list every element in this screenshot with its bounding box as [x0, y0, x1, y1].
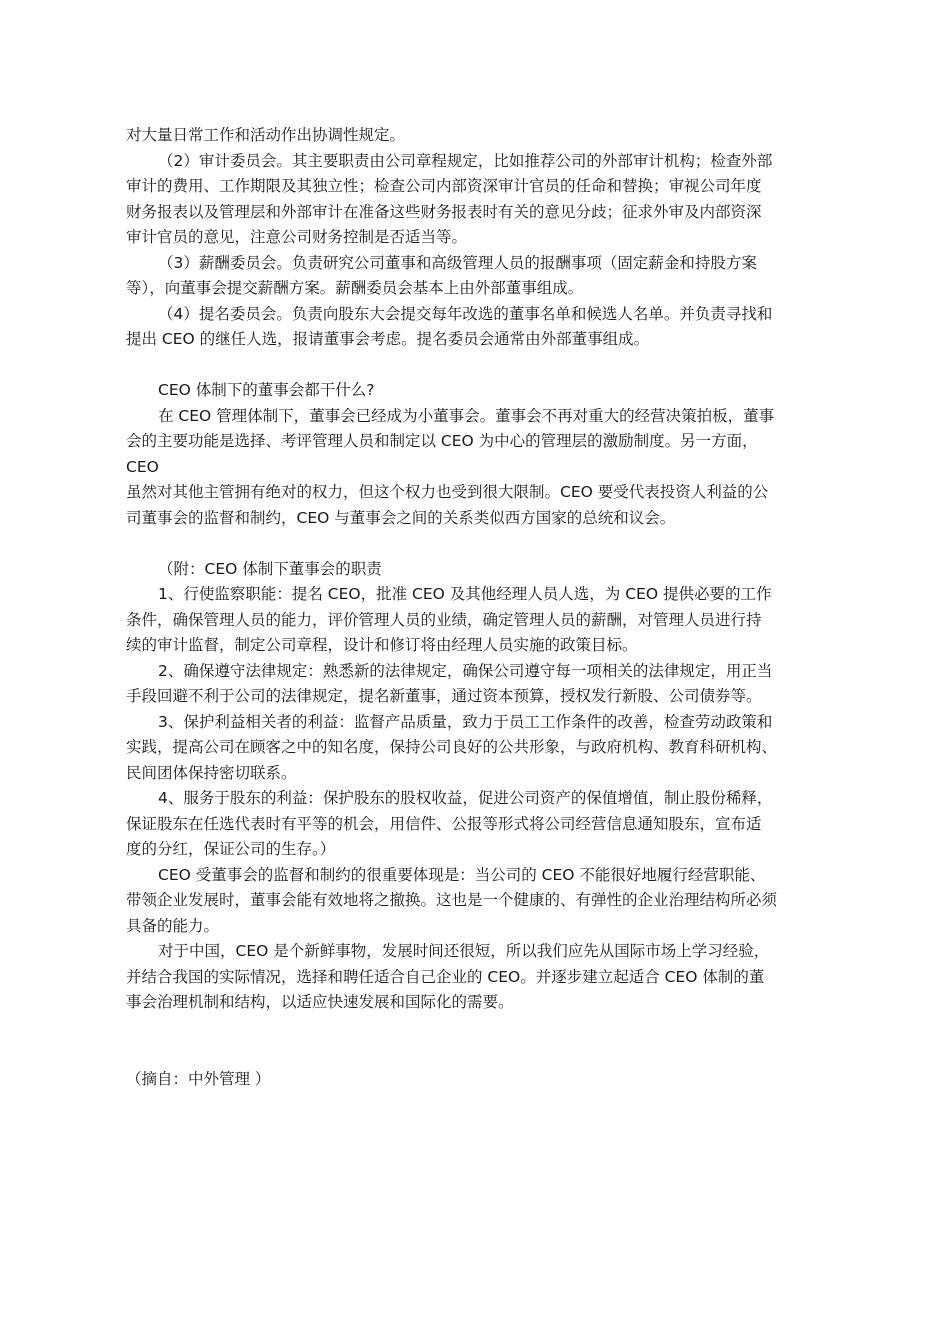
text-line: （2）审计委员会。其主要职责由公司章程规定，比如推荐公司的外部审计机构；检查外部: [158, 151, 773, 170]
text-line: 在 CEO 管理体制下，董事会已经成为小董事会。董事会不再对重大的经营决策拍板，董事: [158, 406, 775, 425]
text-line: 续的审计监督，制定公司章程，设计和修订将由经理人员实施的政策目标。: [126, 636, 638, 654]
text-line: 会的主要功能是选择、考评管理人员和制定以 CEO 为中心的管理层的激励制度。另一方面，: [126, 432, 758, 450]
text-line: 民间团体保持密切联系。: [126, 763, 297, 782]
text-line: 条件，确保管理人员的能力，评价管理人员的业绩，确定管理人员的薪酬，对管理人员进行持: [126, 610, 762, 629]
text-line: 3、保护利益相关者的利益：监督产品质量，致力于员工工作条件的改善，检查劳动政策和: [158, 712, 773, 731]
source-citation: （摘自：中外管理 ）: [126, 1069, 271, 1088]
text-line: 审计的费用、工作期限及其独立性；检查公司内部资深审计官员的任命和替换；审视公司年度: [126, 177, 762, 195]
text-line: 2、确保遵守法律规定：熟悉新的法律规定，确保公司遵守每一项相关的法律规定，用正当: [158, 661, 773, 680]
text-line: 等），向董事会提交薪酬方案。薪酬委员会基本上由外部董事组成。: [126, 279, 584, 297]
text-line: 度的分红，保证公司的生存。）: [126, 840, 336, 858]
spacer: [126, 353, 826, 379]
text-line: 财务报表以及管理层和外部审计在准备这些财务报表时有关的意见分歧；征求外审及内部资深: [126, 202, 762, 221]
text-line: 对于中国，CEO 是个新鲜事物，发展时间还很短，所以我们应先从国际市场上学习经验，: [158, 942, 770, 960]
text-line: 1、行使监察职能：提名 CEO，批准 CEO 及其他经理人员人选，为 CEO 提供必要的工作: [158, 585, 772, 603]
document-body: [126, 123, 826, 1092]
text-line: 提出 CEO 的继任人选，报请董事会考虑。提名委员会通常由外部董事组成。: [126, 330, 650, 348]
text-line: 审计官员的意见，注意公司财务控制是否适当等。: [126, 228, 468, 246]
text-line: 事会治理机制和结构，以适应快速发展和国际化的需要。: [126, 993, 514, 1011]
text-line: CEO 受董事会的监督和制约的很重要体现是：当公司的 CEO 不能很好地履行经营职能、: [158, 865, 766, 884]
text-line: 对大量日常工作和活动作出协调性规定。: [126, 126, 406, 144]
text-line: （附：CEO 体制下董事会的职责: [158, 559, 382, 578]
text-line: 带领企业发展时，董事会能有效地将之撤换。这也是一个健康的、有弹性的企业治理结构所必须: [126, 891, 778, 909]
text-line: 并结合我国的实际情况，选择和聘任适合自己企业的 CEO。并逐步建立起适合 CEO 体制的董: [126, 967, 765, 986]
text-line: 司董事会的监督和制约，CEO 与董事会之间的关系类似西方国家的总统和议会。: [126, 508, 676, 527]
text-line: 手段回避不利于公司的法律规定，提名新董事，通过资本预算，授权发行新股、公司债券等。: [126, 687, 762, 705]
text-line: 虽然对其他主管拥有绝对的权力，但这个权力也受到很大限制。CEO 要受代表投资人利益的公: [126, 483, 769, 501]
section-heading: CEO 体制下的董事会都干什么?: [158, 381, 375, 399]
spacer: [126, 531, 826, 557]
text-line: 实践，提高公司在顾客之中的知名度，保持公司良好的公共形象，与政府机构、教育科研机构、: [126, 738, 778, 756]
text-line: CEO: [126, 457, 159, 476]
text-line: （4）提名委员会。负责向股东大会提交每年改选的董事名单和候选人名单。并负责寻找和: [158, 304, 773, 323]
text-line: 保证股东在任选代表时有平等的机会，用信件、公报等形式将公司经营信息通知股东，宣布适: [126, 814, 762, 833]
text-line: （3）薪酬委员会。负责研究公司董事和高级管理人员的报酬事项（固定薪金和持股方案: [158, 253, 757, 272]
text-line: 具备的能力。: [126, 916, 220, 935]
text-line: 4、服务于股东的利益：保护股东的股权收益，促进公司资产的保值增值，制止股份稀释，: [158, 789, 773, 807]
spacer: [126, 1016, 826, 1067]
